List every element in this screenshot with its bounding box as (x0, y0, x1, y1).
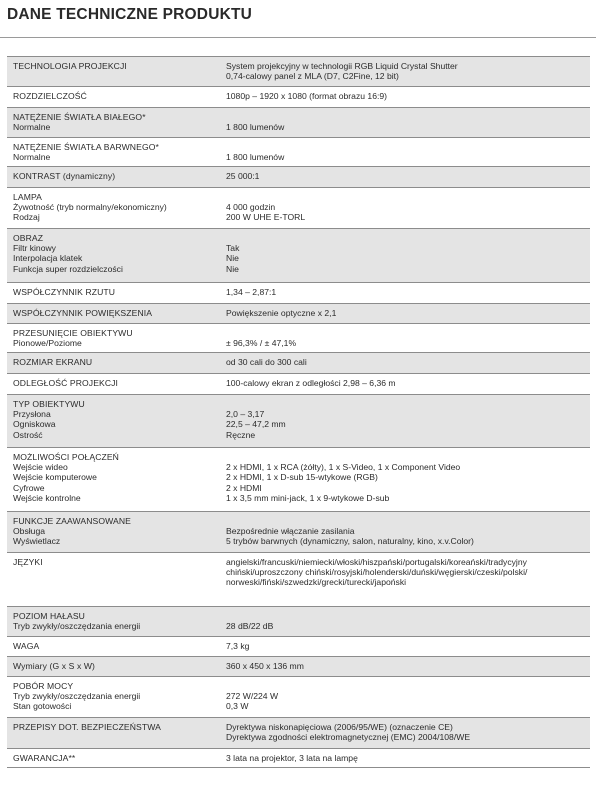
spec-sublabel: Pionowe/Poziome (13, 338, 82, 349)
spec-heading: ROZMIAR EKRANU (13, 357, 93, 367)
spec-sublabel: Stan gotowości (13, 701, 72, 712)
spec-heading: ODLEGŁOŚĆ PROJEKCJI (13, 378, 119, 388)
spec-heading: NATĘŻENIE ŚWIATŁA BARWNEGO* (13, 142, 159, 152)
spec-value (226, 557, 588, 588)
spec-heading: POZIOM HAŁASU (13, 611, 85, 621)
spec-value-line: 2 x HDMI, 1 x RCA (żółty), 1 x S-Video, 1 x Component Video (226, 462, 461, 473)
spec-row (7, 303, 590, 323)
spec-label (13, 287, 218, 297)
spec-table (7, 56, 590, 768)
spec-heading: GWARANCJA** (13, 753, 76, 763)
spec-row (7, 748, 590, 768)
spec-sublabel: Funkcja super rozdzielczości (13, 263, 123, 274)
spec-heading: KONTRAST (dynamiczny) (13, 171, 116, 181)
spec-value-line (226, 328, 588, 338)
spec-value (226, 681, 588, 712)
spec-value-line: Dyrektywa niskonapięciowa (2006/95/WE) (oznaczenie CE) (226, 722, 453, 732)
spec-value-line: Nie (226, 253, 239, 264)
spec-label (13, 112, 218, 132)
spec-label (13, 192, 218, 223)
spec-row (7, 282, 590, 303)
spec-value-line (226, 516, 588, 526)
spec-heading: WSPÓŁCZYNNIK RZUTU (13, 287, 116, 297)
spec-label (13, 452, 218, 503)
spec-sublabel: Żywotność (tryb normalny/ekonomiczny) (13, 202, 167, 213)
spec-value (226, 452, 588, 503)
spec-value-line: Nie (226, 263, 239, 274)
spec-label (13, 378, 218, 388)
spec-heading: TECHNOLOGIA PROJEKCJI (13, 61, 127, 71)
spec-sublabel: Przysłona (13, 409, 51, 420)
spec-value-line: angielski/francuski/niemiecki/włoski/hiszpański/portugalski/koreański/tradycyjny (226, 557, 527, 567)
spec-sublabel: Tryb zwykły/oszczędzania energii (13, 691, 141, 702)
title-divider (0, 37, 596, 38)
spec-label (13, 753, 218, 763)
spec-value-line (226, 192, 588, 202)
spec-heading: NATĘŻENIE ŚWIATŁA BIAŁEGO* (13, 112, 146, 122)
spec-label (13, 328, 218, 348)
spec-value-line: 2 x HDMI, 1 x D-sub 15-wtykowe (RGB) (226, 472, 378, 483)
spec-sublabel: Wejście komputerowe (13, 472, 97, 483)
spec-row (7, 636, 590, 656)
spec-row (7, 394, 590, 447)
spec-row (7, 56, 590, 86)
spec-sublabel: Wejście kontrolne (13, 492, 81, 503)
spec-row (7, 511, 590, 552)
spec-row (7, 107, 590, 137)
spec-value-line: Bezpośrednie włączanie zasilania (226, 526, 355, 537)
spec-label (13, 661, 218, 671)
spec-sublabel: Rodzaj (13, 212, 40, 223)
spec-value-line: 3 lata na projektor, 3 lata na lampę (226, 753, 358, 763)
spec-value-line: System projekcyjny w technologii RGB Liquid Crystal Shutter (226, 61, 458, 71)
spec-row (7, 228, 590, 282)
spec-value (226, 287, 588, 297)
spec-value (226, 171, 588, 181)
spec-row (7, 606, 590, 636)
spec-value-line: Tak (226, 243, 240, 254)
spec-sublabel: Normalne (13, 152, 51, 163)
spec-value (226, 91, 588, 101)
spec-value (226, 142, 588, 162)
spec-value-line: 28 dB/22 dB (226, 621, 274, 632)
spec-value (226, 308, 588, 318)
spec-label (13, 91, 218, 101)
spec-value-line (226, 452, 588, 462)
spec-value-line: 0,74-calowy panel z MLA (D7, C2Fine, 12 bit) (226, 71, 399, 82)
spec-label (13, 557, 218, 567)
spec-sublabel: Interpolacja klatek (13, 253, 83, 264)
spec-value-line: 2,0 – 3,17 (226, 409, 265, 420)
spec-row (7, 676, 590, 717)
spec-value-line: norweski/fiński/szwedzki/grecki/turecki/japoński (226, 577, 407, 588)
spec-value (226, 192, 588, 223)
spec-value (226, 753, 588, 763)
spec-value (226, 399, 588, 440)
spec-sublabel: Cyfrowe (13, 482, 45, 493)
spec-sublabel: Ogniskowa (13, 419, 56, 430)
spec-value-line: 1 800 lumenów (226, 122, 285, 133)
spec-label (13, 171, 218, 181)
spec-value-line: 1,34 – 2,87:1 (226, 287, 277, 297)
spec-value-line (226, 399, 588, 409)
spec-heading: ROZDZIELCZOŚĆ (13, 91, 87, 101)
spec-value-line: Powiększenie optyczne x 2,1 (226, 308, 337, 318)
spec-label (13, 516, 218, 547)
spec-value-line: 360 x 450 x 136 mm (226, 661, 304, 671)
spec-value (226, 378, 588, 388)
spec-heading: PRZEPISY DOT. BEZPIECZEŃSTWA (13, 722, 161, 732)
spec-row (7, 323, 590, 352)
spec-value-line: 7,3 kg (226, 641, 250, 651)
spec-row (7, 717, 590, 748)
spec-row (7, 656, 590, 676)
spec-heading: MOŻLIWOŚCI POŁĄCZEŃ (13, 452, 119, 462)
spec-value-line (226, 112, 588, 122)
spec-heading: PRZESUNIĘCIE OBIEKTYWU (13, 328, 133, 338)
spec-value-line: 1080p – 1920 x 1080 (format obrazu 16:9) (226, 91, 388, 101)
spec-row (7, 166, 590, 187)
spec-sublabel: Normalne (13, 122, 51, 133)
spec-value (226, 722, 588, 742)
spec-value-line (226, 611, 588, 621)
spec-row (7, 86, 590, 107)
spec-value-line: 1 x 3,5 mm mini-jack, 1 x 9-wtykowe D-sub (226, 492, 390, 503)
spec-value-line: 22,5 – 47,2 mm (226, 419, 286, 430)
spec-sublabel: Wyświetlacz (13, 536, 61, 547)
spec-row (7, 552, 590, 606)
spec-row (7, 447, 590, 511)
spec-label (13, 641, 218, 651)
spec-value-line: 0,3 W (226, 701, 249, 712)
spec-value-line: chiński/uproszczony chiński/rosyjski/holenderski/duński/węgierski/czeski/polski/ (226, 567, 528, 578)
spec-value (226, 661, 588, 671)
spec-value-line: Ręczne (226, 429, 256, 440)
spec-heading: OBRAZ (13, 233, 44, 243)
spec-label (13, 611, 218, 631)
spec-heading: WAGA (13, 641, 40, 651)
spec-value (226, 641, 588, 651)
spec-label (13, 61, 218, 71)
spec-row (7, 373, 590, 394)
spec-value (226, 233, 588, 274)
spec-heading: Wymiary (G x S x W) (13, 661, 96, 671)
spec-sublabel: Tryb zwykły/oszczędzania energii (13, 621, 141, 632)
spec-label (13, 399, 218, 440)
spec-value-line: od 30 cali do 300 cali (226, 357, 307, 367)
spec-value-line: ± 96,3% / ± 47,1% (226, 338, 297, 349)
spec-value-line: 272 W/224 W (226, 691, 279, 702)
spec-value-line: 200 W UHE E-TORL (226, 212, 306, 223)
spec-sublabel: Filtr kinowy (13, 243, 56, 254)
spec-value-line: 4 000 godzin (226, 202, 276, 213)
spec-row (7, 187, 590, 228)
spec-row (7, 137, 590, 166)
spec-value-line (226, 681, 588, 691)
spec-value (226, 357, 588, 367)
spec-sublabel: Wejście wideo (13, 462, 68, 473)
spec-value-line: 1 800 lumenów (226, 152, 285, 163)
spec-sublabel: Ostrość (13, 429, 43, 440)
spec-label (13, 308, 218, 318)
spec-value-line: 5 trybów barwnych (dynamiczny, salon, naturalny, kino, x.v.Color) (226, 536, 474, 547)
spec-heading: JĘZYKI (13, 557, 43, 567)
spec-value (226, 112, 588, 132)
spec-value (226, 516, 588, 547)
spec-heading: FUNKCJE ZAAWANSOWANE (13, 516, 132, 526)
spec-heading: TYP OBIEKTYWU (13, 399, 85, 409)
spec-heading: WSPÓŁCZYNNIK POWIĘKSZENIA (13, 308, 153, 318)
spec-label (13, 233, 218, 274)
spec-label (13, 142, 218, 162)
spec-value-line: 2 x HDMI (226, 482, 262, 493)
page-title: DANE TECHNICZNE PRODUKTU (7, 6, 253, 23)
spec-heading: LAMPA (13, 192, 42, 202)
spec-value-line: Dyrektywa zgodności elektromagnetycznej (EMC) 2004/108/WE (226, 732, 471, 743)
spec-value-line: 25 000:1 (226, 171, 260, 181)
spec-value (226, 328, 588, 348)
spec-heading: POBÓR MOCY (13, 681, 74, 691)
spec-label (13, 722, 218, 732)
spec-sublabel: Obsługa (13, 526, 46, 537)
spec-value (226, 61, 588, 81)
spec-value (226, 611, 588, 631)
spec-value-line (226, 233, 588, 243)
spec-value-line (226, 142, 588, 152)
spec-label (13, 681, 218, 712)
spec-label (13, 357, 218, 367)
spec-value-line: 100-calowy ekran z odległości 2,98 – 6,36 m (226, 378, 396, 388)
spec-row (7, 352, 590, 373)
